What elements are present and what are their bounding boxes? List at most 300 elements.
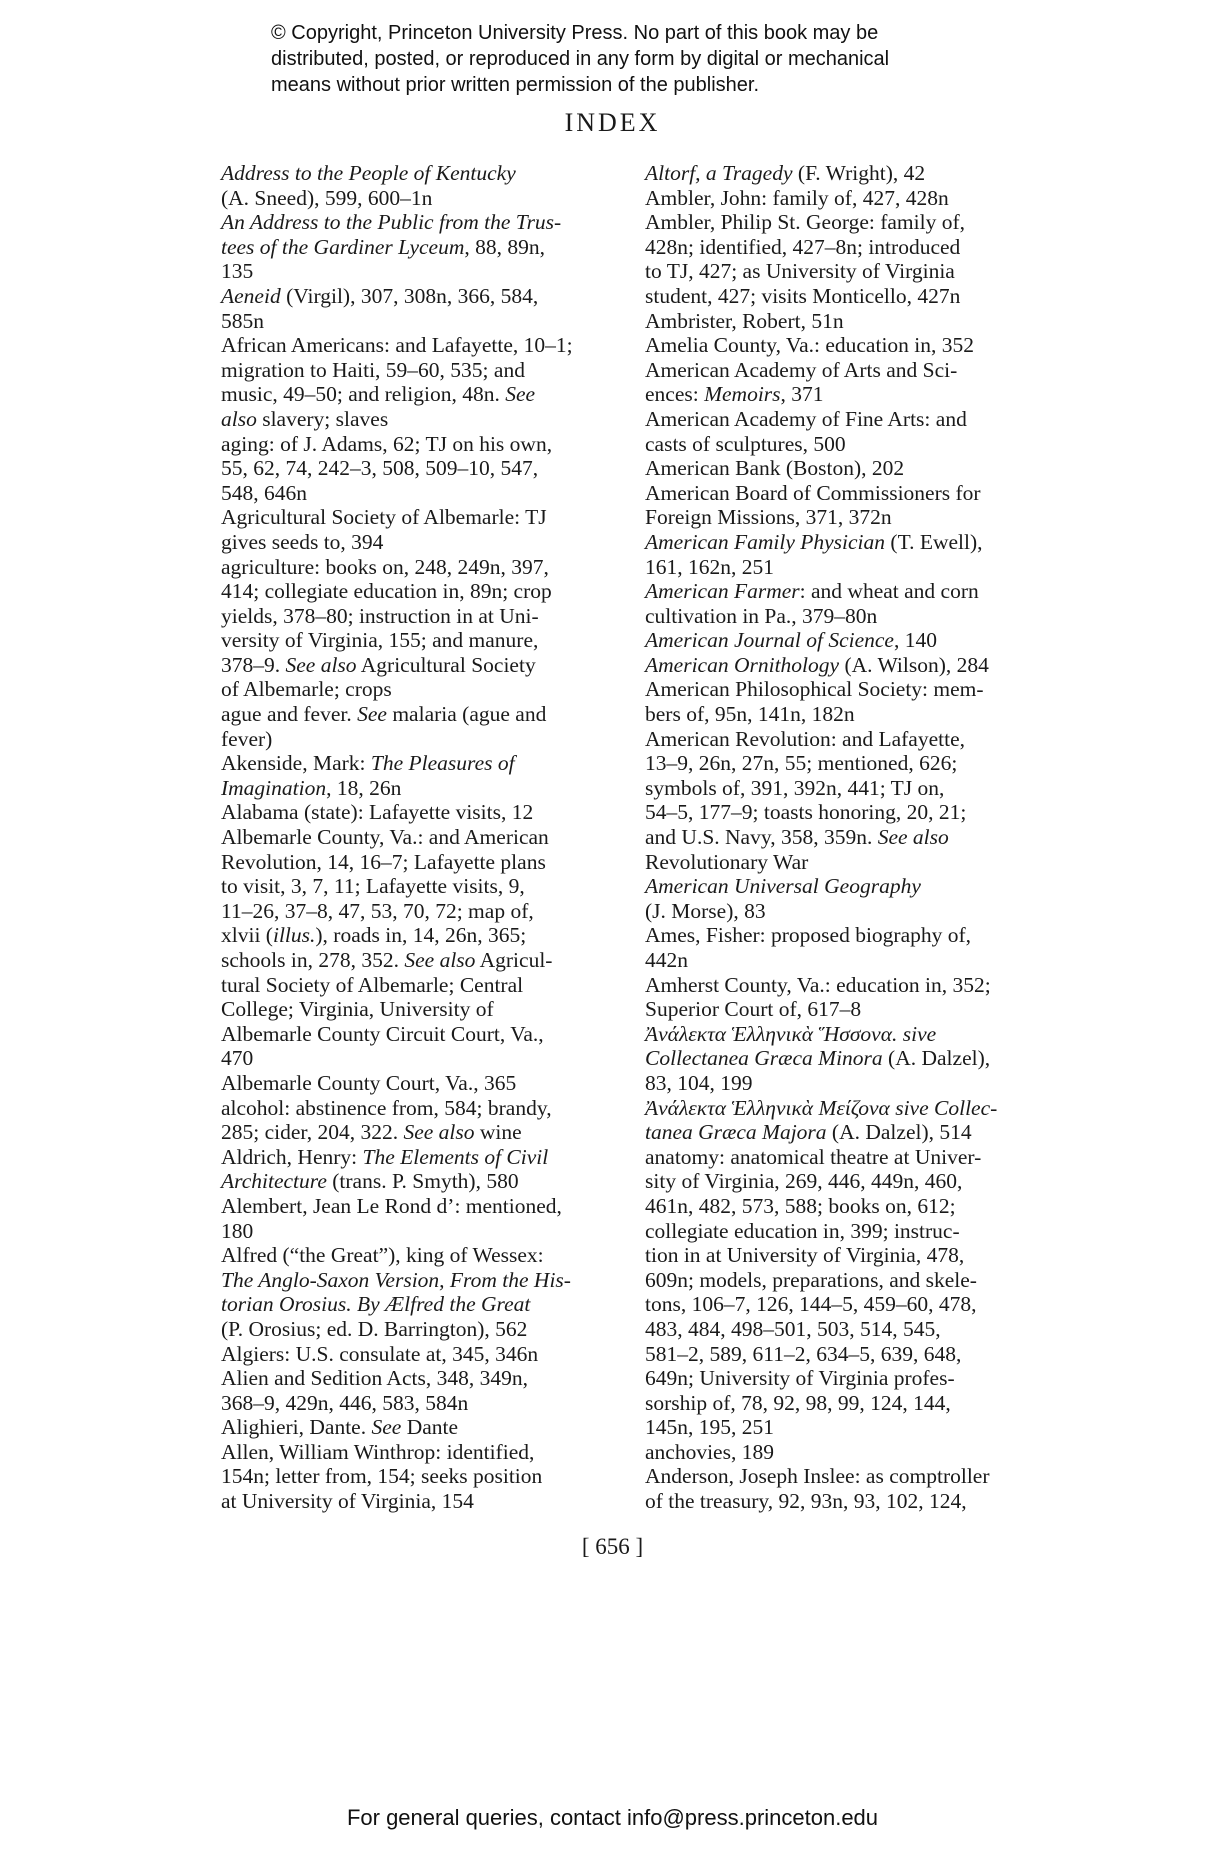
index-entry-line xyxy=(645,1120,1045,1145)
index-entry-line xyxy=(645,529,1045,555)
index-text: 414; collegiate education in, 89n; crop xyxy=(221,579,552,604)
index-text-italic: Ἀνάλεκτα Ἑλληνικὰ Μείζονα sive Collec- xyxy=(645,1095,998,1120)
index-entry-line xyxy=(645,751,1045,776)
index-entry-line xyxy=(221,923,641,948)
index-entry-line xyxy=(221,1464,641,1489)
page-number: [ 656 ] xyxy=(581,1534,644,1559)
index-entry xyxy=(221,1243,641,1341)
index-entry xyxy=(221,1145,641,1194)
index-entry-line xyxy=(221,1243,641,1268)
index-text: Ambrister, Robert, 51n xyxy=(645,308,844,333)
index-text: symbols of, 391, 392n, 441; TJ on, xyxy=(645,775,945,800)
index-text: (trans. P. Smyth), 580 xyxy=(326,1169,519,1194)
index-entry-line xyxy=(221,1316,641,1342)
index-text: 470 xyxy=(221,1046,254,1071)
index-text: 368–9, 429n, 446, 583, 584n xyxy=(221,1390,469,1415)
index-entry xyxy=(645,161,1045,186)
index-entry xyxy=(221,1440,641,1514)
index-text-italic: Imagination xyxy=(221,775,327,800)
index-text-italic: Altorf, a Tragedy xyxy=(645,161,793,185)
index-text: Ambler, John: family of, 427, 428n xyxy=(645,185,949,210)
index-text: sity of Virginia, 269, 446, 449n, 460, xyxy=(645,1169,963,1194)
index-entry xyxy=(645,628,1045,653)
index-entry-line xyxy=(221,1489,641,1514)
index-entry-line xyxy=(221,382,641,407)
index-text: ), roads in, 14, 26n, 365; xyxy=(315,923,527,948)
index-entry-line xyxy=(645,1316,1045,1342)
index-entry-line xyxy=(645,1243,1045,1268)
index-text: anchovies, 189 xyxy=(645,1439,774,1464)
index-entry-line xyxy=(645,948,1045,973)
index-text: , 18, 26n xyxy=(326,775,402,800)
index-entry-line xyxy=(221,283,641,309)
index-entry-line xyxy=(221,1415,641,1440)
footer-contact: For general queries, contact info@press.princeton.edu xyxy=(346,1805,879,1830)
index-entry-line xyxy=(221,308,641,334)
index-text: American Bank (Boston), 202 xyxy=(645,456,905,481)
index-text: American Revolution: and Lafayette, xyxy=(645,726,965,751)
index-entry-line xyxy=(645,603,1045,629)
index-entry xyxy=(221,161,641,210)
index-entry xyxy=(221,825,641,1022)
index-text-italic: Architecture xyxy=(221,1169,327,1194)
index-text: American Board of Commissioners for xyxy=(645,480,981,505)
index-text: (F. Wright), 42 xyxy=(792,161,926,185)
index-entry-line xyxy=(645,259,1045,284)
index-entry-line xyxy=(221,357,641,383)
index-entry-line xyxy=(645,726,1045,752)
index-entry-line xyxy=(645,161,1045,186)
index-entry xyxy=(221,432,641,506)
index-entry-line xyxy=(645,1390,1045,1416)
index-text: 483, 484, 498–501, 503, 514, 545, xyxy=(645,1316,941,1341)
index-entry-line xyxy=(645,1341,1045,1367)
index-entry-line xyxy=(221,874,641,899)
index-entry-line xyxy=(221,406,641,432)
index-text: 378–9. xyxy=(221,652,286,677)
index-text: (T. Ewell), xyxy=(885,529,983,554)
index-text: tons, 106–7, 126, 144–5, 459–60, 478, xyxy=(645,1292,977,1317)
index-entry-line xyxy=(221,1169,641,1194)
index-text: Foreign Missions, 371, 372n xyxy=(645,505,892,530)
index-entry-line xyxy=(221,628,641,653)
index-text: 461n, 482, 573, 588; books on, 612; xyxy=(645,1193,956,1218)
index-entry-line xyxy=(221,825,641,850)
index-text: 180 xyxy=(221,1218,254,1243)
index-entry xyxy=(645,1022,1045,1096)
index-text: tural Society of Albemarle; Central xyxy=(221,972,524,997)
index-entry xyxy=(645,973,1045,1022)
index-text: Anderson, Joseph Inslee: as comptroller xyxy=(645,1464,990,1489)
index-entry xyxy=(645,530,1045,579)
index-text: 154n; letter from, 154; seeks position xyxy=(221,1464,543,1489)
index-text: , 140 xyxy=(893,628,937,653)
index-entry xyxy=(645,1464,1045,1513)
index-entry-line xyxy=(645,800,1045,825)
index-text: Aldrich, Henry: xyxy=(221,1144,363,1169)
index-text-italic: See also xyxy=(404,948,476,972)
index-text-italic: Aeneid xyxy=(221,283,281,308)
index-text: of Albemarle; crops xyxy=(221,677,392,702)
index-text: Amherst County, Va.: education in, 352; xyxy=(645,972,991,997)
index-text: student, 427; visits Monticello, 427n xyxy=(645,283,961,308)
index-text: 649n; University of Virginia profes- xyxy=(645,1366,955,1391)
index-text: 145n, 195, 251 xyxy=(645,1415,774,1440)
index-text-italic: An Address to the Public from the Trus- xyxy=(221,210,562,235)
index-text: Akenside, Mark: xyxy=(221,751,371,776)
index-text: 428n; identified, 427–8n; introduced xyxy=(645,234,961,259)
index-text: music, 49–50; and religion, 48n. xyxy=(221,382,506,407)
index-entry-line xyxy=(221,529,641,555)
index-text-italic: See also xyxy=(403,1120,475,1145)
index-text: Revolution, 14, 16–7; Lafayette plans xyxy=(221,849,546,874)
index-text: (P. Orosius; ed. D. Barrington), 562 xyxy=(221,1316,528,1341)
index-entry-line xyxy=(645,406,1045,432)
index-text: Agricul- xyxy=(475,948,553,972)
index-entry xyxy=(645,579,1045,628)
index-entry-line xyxy=(645,283,1045,309)
index-entry xyxy=(645,186,1045,211)
page-title: INDEX xyxy=(564,108,661,137)
index-text: 442n xyxy=(645,948,688,972)
index-text: , 88, 89n, xyxy=(464,234,545,259)
index-text: to visit, 3, 7, 11; Lafayette visits, 9, xyxy=(221,874,525,899)
index-text: Dante xyxy=(401,1415,459,1440)
index-text: (J. Morse), 83 xyxy=(645,898,766,923)
index-text: ague and fever. xyxy=(221,702,358,727)
index-text-italic: illus. xyxy=(272,923,316,948)
index-entry-line xyxy=(645,554,1045,580)
index-text: and U.S. Navy, 358, 359n. xyxy=(645,825,878,850)
index-entry-line xyxy=(221,1439,641,1465)
index-entry-line xyxy=(221,1292,641,1317)
index-text-italic: The Pleasures of xyxy=(370,751,515,776)
index-column-right xyxy=(645,161,1045,1514)
index-text: Superior Court of, 617–8 xyxy=(645,997,862,1022)
index-text: Allen, William Winthrop: identified, xyxy=(221,1439,535,1464)
index-text: Alien and Sedition Acts, 348, 349n, xyxy=(221,1366,528,1391)
index-entry xyxy=(221,1071,641,1096)
index-entry xyxy=(645,309,1045,334)
index-text-italic: The Anglo-Saxon Version, From the His- xyxy=(221,1267,571,1292)
index-entry-line xyxy=(221,898,641,924)
index-text-italic: American Ornithology xyxy=(645,652,840,677)
index-entry-line xyxy=(221,480,641,506)
index-entry-line xyxy=(645,1292,1045,1317)
index-text: ences: xyxy=(645,382,705,407)
index-entry-line xyxy=(645,1464,1045,1489)
index-text: College; Virginia, University of xyxy=(221,997,494,1022)
index-entry-line xyxy=(221,652,641,678)
index-text: 83, 104, 199 xyxy=(645,1070,753,1095)
index-text: : and wheat and corn xyxy=(799,579,979,604)
index-text: (A. Wilson), 284 xyxy=(839,652,989,677)
index-entry xyxy=(221,702,641,751)
index-entry xyxy=(645,1145,1045,1440)
index-entry-line xyxy=(221,972,641,998)
index-text: slavery; slaves xyxy=(256,406,389,431)
index-text: American Academy of Arts and Sci- xyxy=(645,357,958,382)
index-text: 548, 646n xyxy=(221,480,307,505)
index-entry-line xyxy=(645,1046,1045,1071)
index-text: Alfred (“the Great”), king of Wessex: xyxy=(221,1243,544,1268)
index-entry-line xyxy=(645,1095,1045,1121)
index-text: Alighieri, Dante. xyxy=(221,1415,372,1440)
index-entry-line xyxy=(221,1021,641,1047)
index-text: Albemarle County Court, Va., 365 xyxy=(221,1070,517,1095)
index-text-italic: tees of the Gardiner Lyceum xyxy=(221,234,465,259)
copyright-line: distributed, posted, or reproduced in any form by digital or mechanical xyxy=(271,48,890,70)
index-text: casts of sculptures, 500 xyxy=(645,431,846,456)
index-entry-line xyxy=(645,505,1045,530)
index-entry-line xyxy=(645,677,1045,702)
index-entry-line xyxy=(221,185,641,211)
index-entry-line xyxy=(221,1095,641,1121)
index-text-italic: See xyxy=(371,1415,402,1440)
index-entry xyxy=(645,1096,1045,1145)
index-entry-line xyxy=(221,1341,641,1367)
index-entry-line xyxy=(221,1144,641,1170)
index-text-italic: See also xyxy=(877,825,949,850)
index-entry-line xyxy=(645,357,1045,383)
index-text-italic: American Journal of Science xyxy=(645,628,894,653)
copyright-notice xyxy=(271,20,1031,98)
index-entry xyxy=(645,727,1045,875)
index-entry-line xyxy=(221,1046,641,1071)
index-text: Alabama (state): Lafayette visits, 12 xyxy=(221,800,534,825)
index-text: (A. Dalzel), 514 xyxy=(826,1120,972,1145)
index-entry-line xyxy=(221,1218,641,1244)
index-entry xyxy=(221,1366,641,1415)
index-entry-line xyxy=(221,333,641,358)
index-entry-line xyxy=(645,456,1045,481)
index-entry-line xyxy=(221,579,641,604)
copyright-line: © Copyright, Princeton University Press. No part of this book may be xyxy=(271,22,879,44)
index-text-italic: See also xyxy=(285,652,357,677)
index-entry-line xyxy=(221,603,641,629)
index-entry-line xyxy=(221,1070,641,1096)
index-text: 609n; models, preparations, and skele- xyxy=(645,1267,977,1292)
index-text: sorship of, 78, 92, 98, 99, 124, 144, xyxy=(645,1390,951,1415)
index-entry-line xyxy=(645,972,1045,998)
index-entry-line xyxy=(645,1366,1045,1391)
index-text: tion in at University of Virginia, 478, xyxy=(645,1243,965,1268)
index-text: xlvii ( xyxy=(221,923,273,948)
index-text: 585n xyxy=(221,308,264,333)
index-text-italic: The Elements of Civil xyxy=(362,1144,549,1169)
index-entry xyxy=(221,284,641,333)
index-entry-line xyxy=(645,1218,1045,1244)
index-text: Agricultural Society xyxy=(356,652,536,677)
index-text: Agricultural Society of Albemarle: TJ xyxy=(221,505,547,530)
index-entry-line xyxy=(221,1193,641,1219)
copyright-line: means without prior written permission of the publisher. xyxy=(271,74,760,96)
index-entry xyxy=(221,1415,641,1440)
index-text: 13–9, 26n, 27n, 55; mentioned, 626; xyxy=(645,751,958,776)
index-text: Albemarle County, Va.: and American xyxy=(221,825,549,850)
index-entry xyxy=(645,923,1045,972)
index-entry xyxy=(645,358,1045,407)
index-entry-line xyxy=(645,1267,1045,1293)
index-text: anatomy: anatomical theatre at Univer- xyxy=(645,1144,982,1169)
index-entry-line xyxy=(221,210,641,235)
index-text: , 371 xyxy=(780,382,824,407)
index-entry-line xyxy=(221,1390,641,1416)
index-text: 11–26, 37–8, 47, 53, 70, 72; map of, xyxy=(221,898,534,923)
index-text: to TJ, 427; as University of Virginia xyxy=(645,259,955,284)
index-text-italic: American Universal Geography xyxy=(645,874,921,899)
index-entry xyxy=(221,1194,641,1243)
index-entry xyxy=(645,333,1045,358)
index-text: collegiate education in, 399; instruc- xyxy=(645,1218,960,1243)
index-entry-line xyxy=(221,259,641,284)
index-entry-line xyxy=(645,923,1045,948)
index-entry-line xyxy=(645,1144,1045,1170)
index-entry-line xyxy=(645,1193,1045,1219)
index-text-italic: American Family Physician xyxy=(645,529,886,554)
index-entry xyxy=(221,751,641,800)
index-entry-line xyxy=(221,800,641,825)
index-text: yields, 378–80; instruction in at Uni- xyxy=(221,603,539,628)
index-entry-line xyxy=(645,1021,1045,1047)
index-text: Revolutionary War xyxy=(645,849,809,874)
index-entry xyxy=(221,1096,641,1145)
index-entry-line xyxy=(221,161,641,186)
index-text-italic: torian Orosius. By Ælfred the Great xyxy=(221,1292,531,1317)
index-text-italic: Memoirs xyxy=(704,382,781,407)
index-text-italic: See xyxy=(505,382,536,407)
index-text-italic: Ἀνάλεκτα Ἑλληνικὰ Ἥσσονα. sive xyxy=(645,1021,937,1046)
index-entry-line xyxy=(645,480,1045,506)
index-text: schools in, 278, 352. xyxy=(221,948,405,972)
index-text: Alembert, Jean Le Rond d’: mentioned, xyxy=(221,1193,562,1218)
index-text: cultivation in Pa., 379–80n xyxy=(645,603,878,628)
index-text: Algiers: U.S. consulate at, 345, 346n xyxy=(221,1341,539,1366)
index-text: fever) xyxy=(221,726,273,751)
index-text: 285; cider, 204, 322. xyxy=(221,1120,404,1145)
index-text: Ames, Fisher: proposed biography of, xyxy=(645,923,972,948)
index-entry-line xyxy=(645,898,1045,924)
index-entry-line xyxy=(645,849,1045,875)
index-text: 581–2, 589, 611–2, 634–5, 639, 648, xyxy=(645,1341,962,1366)
index-text: African Americans: and Lafayette, 10–1; xyxy=(221,333,573,358)
index-entry xyxy=(645,677,1045,726)
index-text-italic: American Farmer xyxy=(645,579,800,604)
index-text: agriculture: books on, 248, 249n, 397, xyxy=(221,554,549,579)
index-entry-line xyxy=(221,1120,641,1145)
index-entry xyxy=(645,407,1045,456)
index-column-left xyxy=(221,161,641,1514)
index-entry xyxy=(645,1440,1045,1465)
index-entry-line xyxy=(221,849,641,875)
index-entry-line xyxy=(221,997,641,1022)
index-text: versity of Virginia, 155; and manure, xyxy=(221,628,539,653)
index-entry-line xyxy=(645,1169,1045,1194)
index-entry xyxy=(645,481,1045,530)
index-text: American Philosophical Society: mem- xyxy=(645,677,984,702)
index-entry-line xyxy=(645,997,1045,1022)
index-entry-line xyxy=(645,1415,1045,1440)
index-text: wine xyxy=(474,1120,522,1145)
index-entry-line xyxy=(221,431,641,457)
index-entry-line xyxy=(221,948,641,973)
index-entry-line xyxy=(221,1267,641,1293)
index-entry-line xyxy=(221,677,641,702)
index-entry-line xyxy=(221,726,641,752)
index-text: malaria (ague and xyxy=(386,702,547,727)
index-text: gives seeds to, 394 xyxy=(221,529,384,554)
index-text-italic: tanea Græca Majora xyxy=(645,1120,827,1145)
index-text: bers of, 95n, 141n, 182n xyxy=(645,702,855,727)
index-text-italic: Collectanea Græca Minora xyxy=(645,1046,883,1071)
index-entry xyxy=(221,505,641,554)
index-text-italic: See xyxy=(357,702,387,727)
index-entry xyxy=(645,456,1045,481)
index-text: Ambler, Philip St. George: family of, xyxy=(645,210,966,235)
index-entry-line xyxy=(645,431,1045,457)
index-entry-line xyxy=(221,1366,641,1391)
index-text-italic: Address to the People of Kentucky xyxy=(221,161,516,185)
index-text: Albemarle County Circuit Court, Va., xyxy=(221,1021,544,1046)
index-entry xyxy=(221,1342,641,1367)
index-entry xyxy=(221,333,641,431)
index-entry-line xyxy=(645,234,1045,260)
index-entry-line xyxy=(645,628,1045,653)
index-entry-line xyxy=(221,456,641,481)
index-entry-line xyxy=(221,505,641,530)
index-entry-line xyxy=(645,874,1045,899)
index-text: 54–5, 177–9; toasts honoring, 20, 21; xyxy=(645,800,967,825)
index-text: alcohol: abstinence from, 584; brandy, xyxy=(221,1095,552,1120)
index-text: at University of Virginia, 154 xyxy=(221,1489,474,1514)
index-entry-line xyxy=(221,234,641,260)
index-entry-line xyxy=(221,554,641,580)
index-text: Amelia County, Va.: education in, 352 xyxy=(645,333,975,358)
index-entry xyxy=(221,210,641,284)
index-text: (Virgil), 307, 308n, 366, 584, xyxy=(280,283,539,308)
index-entry xyxy=(221,555,641,703)
index-entry-line xyxy=(221,775,641,801)
index-text: (A. Dalzel), xyxy=(882,1046,991,1071)
index-entry-line xyxy=(221,751,641,776)
index-text: 135 xyxy=(221,259,254,284)
index-entry-line xyxy=(645,1489,1045,1514)
index-text: 161, 162n, 251 xyxy=(645,554,774,579)
index-entry-line xyxy=(645,210,1045,235)
index-entry xyxy=(645,210,1045,308)
index-entry-line xyxy=(645,333,1045,358)
index-entry-line xyxy=(645,308,1045,334)
index-text: of the treasury, 92, 93n, 93, 102, 124, xyxy=(645,1489,967,1514)
index-entry-line xyxy=(645,652,1045,678)
index-entry-line xyxy=(645,825,1045,850)
index-entry-line xyxy=(645,775,1045,801)
index-entry xyxy=(645,653,1045,678)
index-text: American Academy of Fine Arts: and xyxy=(645,406,967,431)
index-entry-line xyxy=(645,382,1045,407)
index-entry-line xyxy=(221,702,641,727)
index-text: 55, 62, 74, 242–3, 508, 509–10, 547, xyxy=(221,456,539,481)
index-text-italic: also xyxy=(221,406,257,431)
index-text: migration to Haiti, 59–60, 535; and xyxy=(221,357,525,382)
index-entry-line xyxy=(645,579,1045,604)
index-text: (A. Sneed), 599, 600–1n xyxy=(221,185,433,210)
index-entry-line xyxy=(645,185,1045,211)
index-entry-line xyxy=(645,1439,1045,1465)
index-entry xyxy=(221,1022,641,1071)
index-text: aging: of J. Adams, 62; TJ on his own, xyxy=(221,431,553,456)
index-entry-line xyxy=(645,1070,1045,1096)
